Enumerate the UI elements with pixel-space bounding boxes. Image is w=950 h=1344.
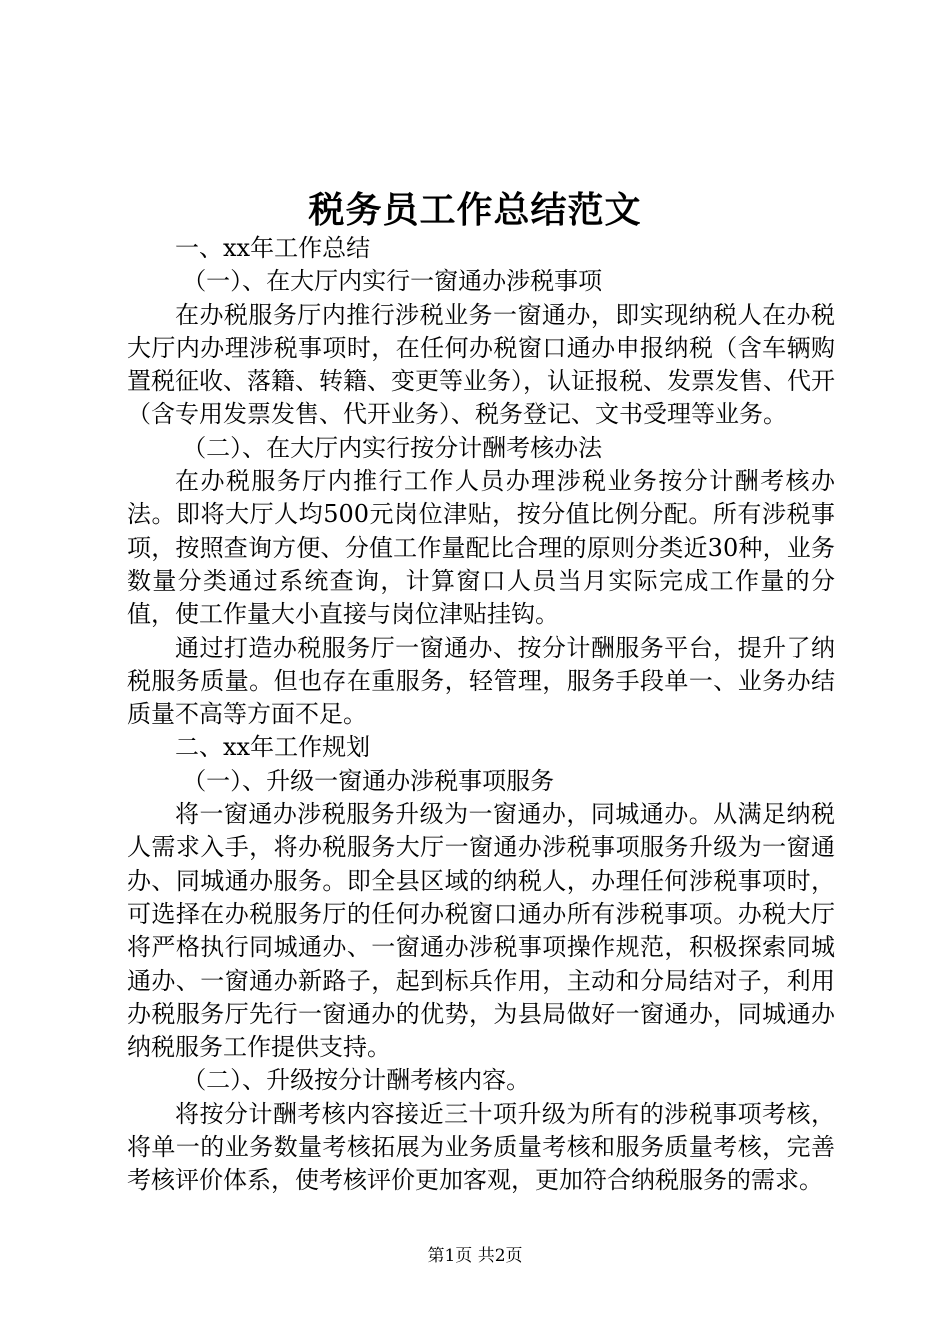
document-title: 税务员工作总结范文 [308, 189, 642, 231]
body-paragraph: 在办税服务厅内推行涉税业务一窗通办，即实现纳税人在办税大厅内办理涉税事项时，在任何办税窗口通办申报纳税（含车辆购置税征收、落籍、转籍、变更等业务），认证报税、发票发售、代开（含专用发票发售、代开业务）、税务登记、文书受理等业务。 [127, 300, 835, 429]
subsection-heading: （一）、升级一窗通办涉税事项服务 [182, 766, 555, 795]
document-body [127, 232, 835, 1198]
body-paragraph: 通过打造办税服务厅一窗通办、按分计酬服务平台，提升了纳税服务质量。但也存在重服务，轻管理，服务手段单一、业务办结质量不高等方面不足。 [127, 633, 835, 729]
body-paragraph: 将一窗通办涉税服务升级为一窗通办，同城通办。从满足纳税人需求入手，将办税服务大厅一窗通办涉税事项服务升级为一窗通办、同城通办服务。即全县区域的纳税人，办理任何涉税事项时，可选择在办税服务厅的任何办税窗口通办所有涉税事项。办税大厅将严格执行同城通办、一窗通办涉税事项操作规范，积极探索同城通办、一窗通办新路子，起到标兵作用，主动和分局结对子，利用办税服务厅先行一窗通办的优势，为县局做好一窗通办，同城通办纳税服务工作提供支持。 [127, 800, 835, 1062]
page-footer: 第1页 共2页 [427, 1246, 523, 1266]
subsection-heading: （一）、在大厅内实行一窗通办涉税事项 [182, 267, 603, 296]
body-paragraph: 在办税服务厅内推行工作人员办理涉税业务按分计酬考核办法。即将大厅人均500元岗位津贴，按分值比例分配。所有涉税事项，按照查询方便、分值工作量配比合理的原则分类近30种，业务数量分类通过系统查询，计算窗口人员当月实际完成工作量的分值，使工作量大小直接与岗位津贴挂钩。 [127, 467, 835, 629]
body-paragraph: 将按分计酬考核内容接近三十项升级为所有的涉税事项考核，将单一的业务数量考核拓展为业务质量考核和服务质量考核，完善考核评价体系，使考核评价更加客观，更加符合纳税服务的需求。 [127, 1099, 835, 1195]
subsection-heading: （二）、在大厅内实行按分计酬考核办法 [182, 433, 603, 462]
subsection-heading: （二）、升级按分计酬考核内容。 [182, 1066, 531, 1095]
section-heading: 二、xx年工作规划 [175, 733, 371, 762]
section-heading: 一、xx年工作总结 [175, 234, 371, 262]
